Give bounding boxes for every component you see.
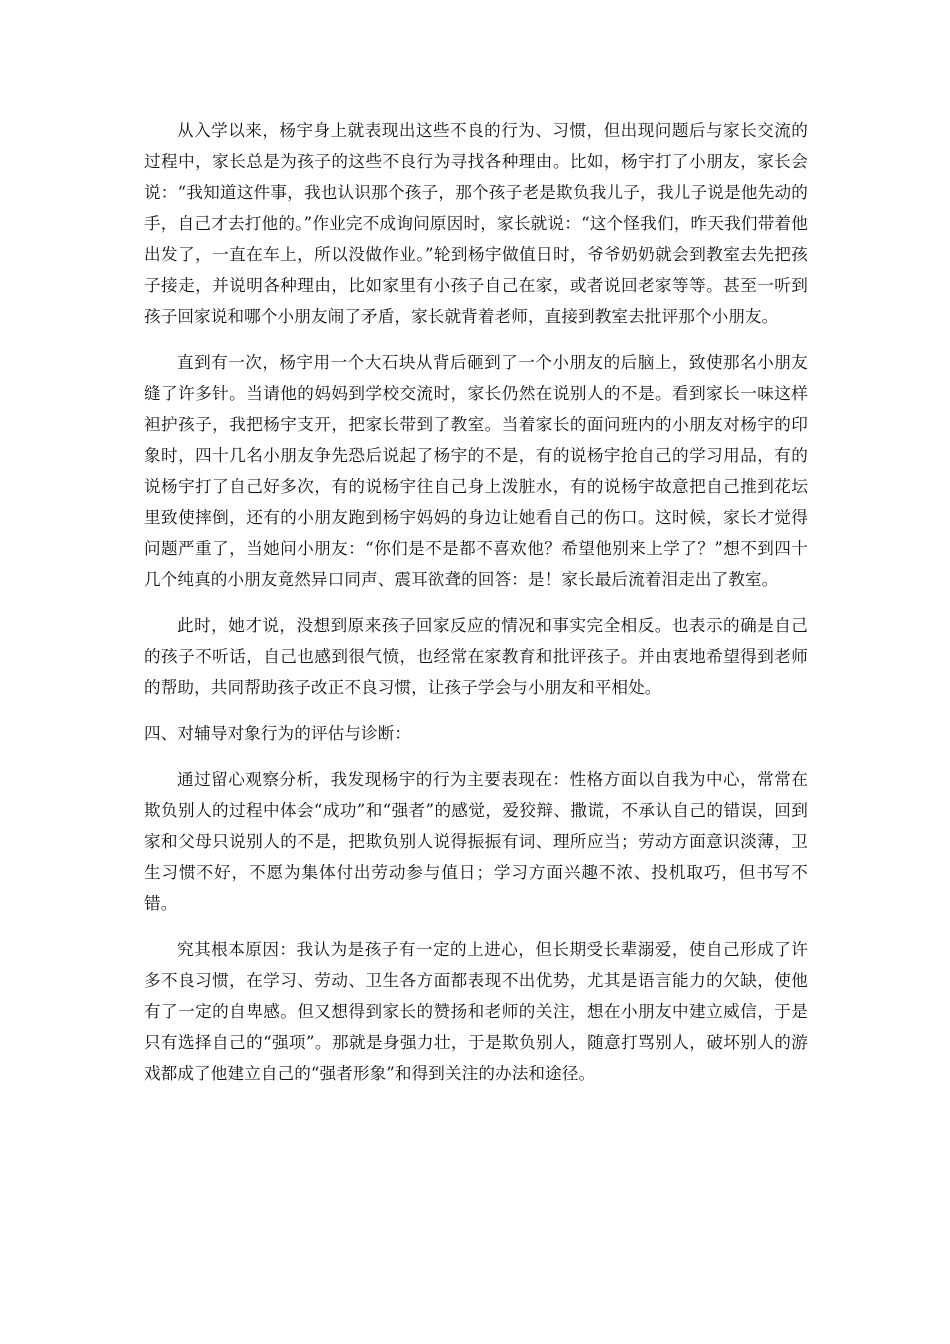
paragraph-stone-incident: 直到有一次，杨宇用一个大石块从背后砸到了一个小朋友的后脑上，致使那名小朋友缝了许多针。当请他的妈妈到学校交流时，家长仍然在说别人的不是。看到家长一味这样袒护孩子，我把杨宇支开，把家长带到了教室。当着家长的面问班内的小朋友对杨宇的印象时，四十几名小朋友争先恐后说起了杨宇的不是，有的说杨宇抢自己的学习用品，有的说杨宇打了自己好多次，有的说杨宇往自己身上泼脏水，有的说杨宇故意把自己推到花坛里致使摔倒，还有的小朋友跑到杨宇妈妈的身边让她看自己的伤口。这时候，家长才觉得问题严重了，当她问小朋友：“你们是不是都不喜欢他？希望他别来上学了？”想不到四十几个纯真的小朋友竟然异口同声、震耳欲聋的回答：是！家长最后流着泪走出了教室。 [144,353,808,589]
paragraph-parent-realization: 此时，她才说，没想到原来孩子回家反应的情况和事实完全相反。也表示的确是自己的孩子不听话，自己也感到很气愤，也经常在家教育和批评孩子。并由衷地希望得到老师的帮助，共同帮助孩子改正不良习惯，让孩子学会与小朋友和平相处。 [144,616,808,697]
paragraph-parent-excuses: 从入学以来，杨宇身上就表现出这些不良的行为、习惯，但出现问题后与家长交流的过程中，家长总是为孩子的这些不良行为寻找各种理由。比如，杨宇打了小朋友，家长会说：“我知道这件事，我也认识那个孩子，那个孩子老是欺负我儿子，我儿子说是他先动的手，自己才去打他的。”作业完不成询问原因时，家长就说：“这个怪我们，昨天我们带着他出发了，一直在车上，所以没做作业。”轮到杨宇做值日时，爷爷奶奶就会到教室去先把孩子接走，并说明各种理由，比如家里有小孩子自己在家，或者说回老家等等。甚至一听到孩子回家说和哪个小朋友闹了矛盾，家长就背着老师，直接到教室去批评那个小朋友。 [144,121,808,326]
paragraph-gap [144,919,808,934]
paragraph-behavior-analysis: 通过留心观察分析，我发现杨宇的行为主要表现在：性格方面以自我为中心，常常在欺负别人的过程中体会“成功”和“强者”的感觉，爱狡辩、撒谎，不承认自己的错误，回到家和父母只说别人的不是，把欺负别人说得振振有词、理所应当；劳动方面意识淡薄，卫生习惯不好，不愿为集体付出劳动参与值日；学习方面兴趣不浓、投机取巧，但书写不错。 [144,770,808,913]
paragraph-gap [144,595,808,610]
paragraph-gap [144,332,808,347]
paragraph-root-cause: 究其根本原因：我认为是孩子有一定的上进心，但长期受长辈溺爱，使自己形成了许多不良习惯，在学习、劳动、卫生各方面都表现不出优势，尤其是语言能力的欠缺，使他有了一定的自卑感。但又想得到家长的赞扬和老师的关注，想在小朋友中建立威信，于是只有选择自己的“强项”。那就是身强力壮，于是欺负别人，随意打骂别人，破坏别人的游戏都成了他建立自己的“强者形象”和得到关注的办法和途径。 [144,940,808,1083]
section-heading: 四、对辅导对象行为的评估与诊断： [144,724,412,743]
paragraph-gap [144,703,808,718]
document-body [144,115,808,1089]
paragraph-gap [144,749,808,764]
